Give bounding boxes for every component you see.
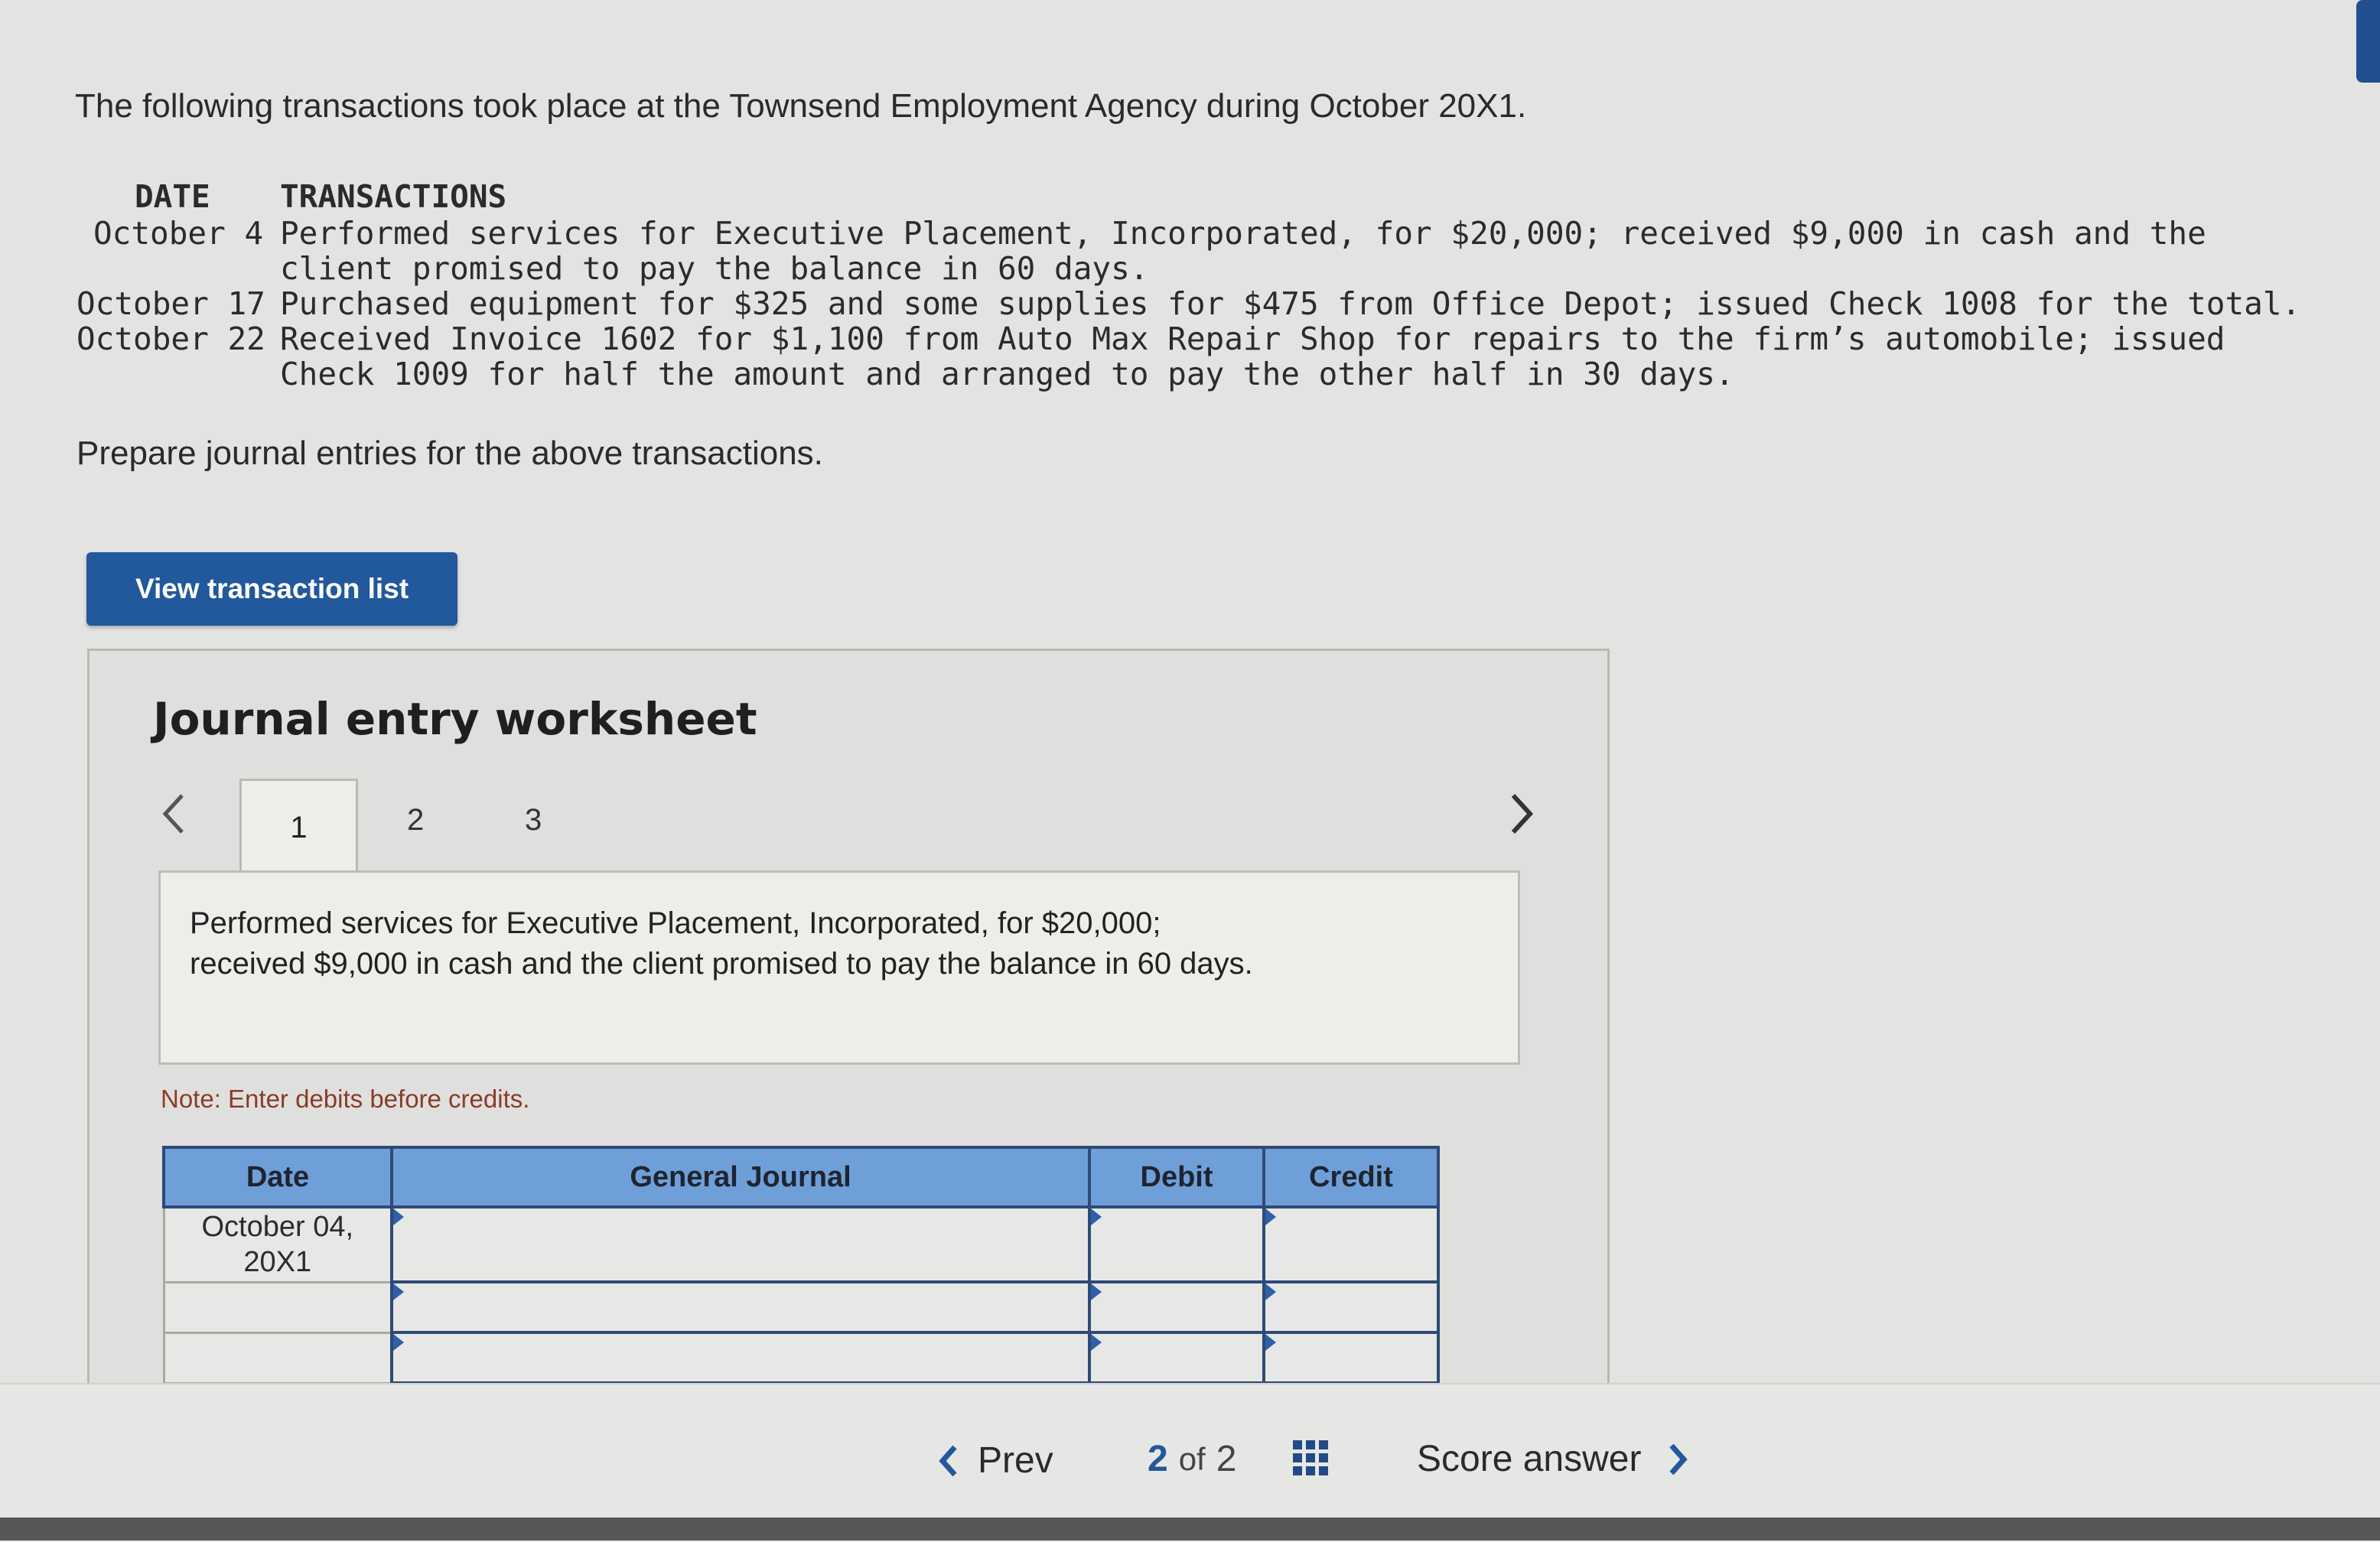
dropdown-marker-icon	[1265, 1283, 1276, 1300]
credit-input[interactable]	[1264, 1207, 1438, 1282]
tab-3[interactable]: 3	[525, 803, 542, 837]
score-answer-button[interactable]	[1417, 1438, 1688, 1480]
tx-header-date: DATE	[135, 178, 210, 215]
next-entry-chevron-icon[interactable]	[1509, 791, 1535, 844]
col-header-general-journal: General Journal	[392, 1147, 1089, 1207]
page-of: of	[1178, 1440, 1206, 1477]
tab-2[interactable]: 2	[407, 803, 425, 837]
dropdown-marker-icon	[1091, 1209, 1102, 1225]
tx-line: client promised to pay the balance in 60 days.	[280, 250, 1149, 287]
tx-date: October 22	[77, 320, 265, 357]
score-answer-label: Score answer	[1417, 1439, 1642, 1479]
credit-input[interactable]	[1264, 1282, 1438, 1332]
tx-date: October 4	[93, 215, 264, 252]
col-header-date: Date	[164, 1147, 392, 1207]
debit-input[interactable]	[1089, 1207, 1264, 1282]
journal-table	[162, 1146, 1440, 1384]
description-line: received $9,000 in cash and the client promised to pay the balance in 60 days.	[190, 947, 1253, 981]
edge-tab	[2356, 0, 2380, 83]
note-text: Note: Enter debits before credits.	[161, 1085, 530, 1113]
tx-date: October 17	[77, 285, 265, 322]
dropdown-marker-icon	[393, 1209, 404, 1225]
problem-intro: The following transactions took place at the Townsend Employment Agency during October 20X1.	[75, 87, 1527, 125]
dropdown-marker-icon	[1091, 1283, 1102, 1300]
account-input[interactable]	[392, 1207, 1089, 1282]
account-input[interactable]	[392, 1282, 1089, 1332]
date-cell	[164, 1332, 392, 1383]
view-transaction-list-button[interactable]: View transaction list	[86, 552, 457, 626]
col-header-credit: Credit	[1264, 1147, 1438, 1207]
table-row	[164, 1332, 1438, 1383]
dropdown-marker-icon	[393, 1283, 404, 1300]
date-line: October 04,	[201, 1211, 354, 1244]
page-current: 2	[1148, 1439, 1168, 1479]
bottom-edge	[0, 1518, 2380, 1540]
worksheet-title: Journal entry worksheet	[153, 693, 757, 745]
debit-input[interactable]	[1089, 1332, 1264, 1383]
dropdown-marker-icon	[393, 1334, 404, 1351]
table-row	[164, 1282, 1438, 1332]
prev-entry-chevron-icon[interactable]	[161, 791, 187, 844]
chevron-right-icon	[1667, 1442, 1688, 1477]
tx-line: Performed services for Executive Placement, Incorporated, for $20,000; received $9,000 in cash and the	[280, 215, 2206, 252]
account-input[interactable]	[392, 1332, 1089, 1383]
prev-button[interactable]	[938, 1440, 1053, 1482]
date-cell	[164, 1207, 392, 1282]
debit-input[interactable]	[1089, 1282, 1264, 1332]
tx-line: Check 1009 for half the amount and arranged to pay the other half in 30 days.	[280, 356, 1734, 392]
prev-label: Prev	[978, 1440, 1053, 1481]
page-indicator	[1148, 1438, 1236, 1480]
dropdown-marker-icon	[1265, 1209, 1276, 1225]
date-cell	[164, 1282, 392, 1332]
instruction-text: Prepare journal entries for the above transactions.	[77, 434, 823, 472]
chevron-left-icon	[938, 1443, 959, 1479]
tx-line: Received Invoice 1602 for $1,100 from Auto Max Repair Shop for repairs to the firm’s automobile; issued	[280, 320, 2225, 357]
col-header-debit: Debit	[1089, 1147, 1264, 1207]
description-line: Performed services for Executive Placement, Incorporated, for $20,000;	[190, 906, 1161, 940]
table-row	[164, 1207, 1438, 1282]
tab-1[interactable]: 1	[239, 779, 358, 875]
credit-input[interactable]	[1264, 1332, 1438, 1383]
dropdown-marker-icon	[1091, 1334, 1102, 1351]
page-total: 2	[1216, 1439, 1237, 1479]
dropdown-marker-icon	[1265, 1334, 1276, 1351]
tx-header-transactions: TRANSACTIONS	[280, 178, 507, 215]
date-line: 20X1	[243, 1246, 312, 1279]
tx-line: Purchased equipment for $325 and some supplies for $475 from Office Depot; issued Check 1008 for the total.	[280, 285, 2301, 322]
question-grid-icon[interactable]	[1293, 1440, 1328, 1475]
